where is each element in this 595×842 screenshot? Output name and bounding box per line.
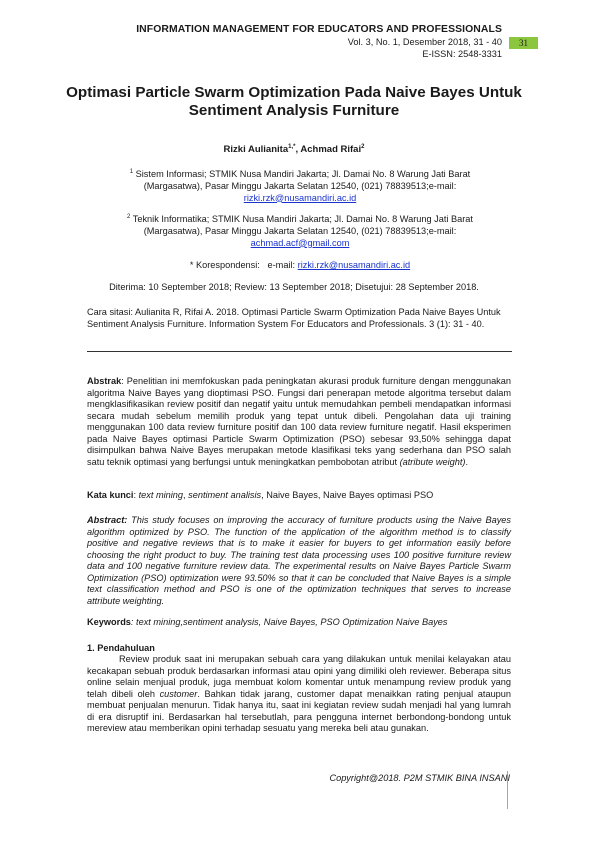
abstrak-paragraph	[87, 376, 511, 468]
section-text: . Bahkan tidak jarang, customer dapat menaikkan rating penjual ataupun membuat penjualan menurun. Tidak hanya itu, saat ini kegiatan review sudah menjadi hal yang lumrah di era disruptif ini. Berdasarkan hal tersebutlah, para pengguna internet berbondong-bondong untuk mereview atau memberikan opini terhadap sesuatu yang mereka beli atau gunakan.	[87, 688, 512, 733]
author-separator: ,	[295, 144, 301, 156]
section-heading: 1. Pendahuluan	[87, 643, 155, 653]
section-paragraph	[87, 654, 511, 735]
divider	[87, 351, 512, 352]
abstract-paragraph	[87, 515, 511, 607]
email-link[interactable]: rizki.rzk@nusamandiri.ac.id	[243, 192, 357, 203]
section-italic-term: customer	[159, 688, 198, 699]
journal-issn: E-ISSN: 2548-3331	[422, 49, 502, 59]
keywords	[87, 617, 511, 629]
kata-kunci-label: Kata kunci	[87, 490, 134, 500]
journal-volume: Vol. 3, No. 1, Desember 2018, 31 - 40	[347, 37, 502, 47]
kata-kunci-term: text mining	[138, 490, 184, 500]
author-superscript: 2	[361, 144, 365, 150]
correspondence-label: * Korespondensi: e-mail:	[189, 260, 298, 270]
correspondence	[100, 260, 500, 270]
affiliation-2	[100, 212, 500, 249]
affiliation-marker: 2	[127, 214, 131, 220]
affiliation-text: Sistem Informasi; STMIK Nusa Mandiri Jakarta; Jl. Damai No. 8 Warung Jati Barat (Margasatwa), Pasar Minggu Jakarta Selatan 12540, (021) 78839513;e-mail:	[135, 169, 471, 191]
keywords-text: : text mining,sentiment analysis, Naive Bayes, PSO Optimization Naive Bayes	[130, 617, 448, 627]
page-number-badge: 31	[509, 37, 538, 49]
kata-kunci-term: sentiment analisis	[188, 490, 262, 500]
paper-title: Optimasi Particle Swarm Optimization Pada Naive Bayes Untuk Sentiment Analysis Furniture	[66, 84, 522, 119]
author-name: Rizki Aulianita	[223, 144, 289, 156]
affiliation-marker: 1	[129, 169, 134, 175]
abstrak-end: .	[465, 456, 469, 467]
keywords-label: Keywords	[87, 617, 131, 627]
abstract-label: Abstract:	[87, 515, 128, 525]
submission-dates: Diterima: 10 September 2018; Review: 13 September 2018; Disetujui: 28 September 2018.	[109, 282, 479, 292]
kata-kunci-sep: ,	[183, 490, 189, 500]
author-list	[60, 144, 528, 155]
kata-kunci-sep: :	[133, 490, 139, 500]
abstract-text: This study focuses on improving the accuracy of furniture products using the Naive Bayes algorithm optimized by PSO. The function of the application of the algorithm method is to classify positive and negative reviews that is to make it easier for buyers to get information easily before choosing the right product to buy. The training test data processing uses 100 positive furniture review data and 100 negative furniture review data. The experimental results on Naive Bayes Particle Swarm Optimization (PSO) optimization were 93.50% so that it can be concluded that Naive Bayes is a simple text classification method and PSO is one of the optimization techniques that serves to increase attribute weighting.	[87, 515, 511, 606]
affiliation-1	[100, 167, 500, 204]
abstrak-text: : Penelitian ini memfokuskan pada peningkatan akurasi produk furniture dengan menggunakan algoritma Naive Bayes yang dioptimasi PSO. Fungsi dari penerapan metode algoritma tersebut dalam mengklasifikasikan review positif dan negatif yaitu untuk memudahkan pembeli mendapatkan informasi secara mudah sebelum memilih produk yang tepat untuk dibeli. Pengolahan data uji training menggunakan 100 data review furniture positif dan 100 data review furniture negatif. Hasil eksperimen pada Naive Bayes optimasi Particle Swarm Optimization (PSO) sebesar 93,50% sehingga dapat disimpulkan bahwa Naive Bayes merupakan metode klasifikasi teks yang sederhana dan PSO salah satu teknik optimasi yang berfungsi untuk meningkatkan pembobotan atribut	[87, 376, 511, 467]
section-text: Review produk saat ini merupakan sebuah cara yang dilakukan untuk menilai kelayakan atau kecakapan sebuah produk berdasarkan informasi atau opini yang dimiliki oleh reviewer. Beberapa situs online selain menjual produk, juga membuat kolom komentar untuk menampung review produk yang telah dibeli oleh	[87, 654, 511, 699]
abstrak-italic-term: (atribute weight)	[399, 456, 466, 467]
author-name: Achmad Rifai	[300, 144, 362, 156]
email-link[interactable]: achmad.acf@gmail.com	[250, 237, 350, 248]
journal-name: INFORMATION MANAGEMENT FOR EDUCATORS AND PROFESSIONALS	[136, 24, 502, 35]
kata-kunci-rest: , Naive Bayes, Naive Bayes optimasi PSO	[261, 490, 434, 500]
email-link[interactable]: rizki.rzk@nusamandiri.ac.id	[297, 260, 411, 270]
citation: Cara sitasi: Aulianita R, Rifai A. 2018. Optimasi Particle Swarm Optimization Pada Naive Bayes Untuk Sentiment Analysis Furniture. Information System For Educators and Professionals. 3 (1): 31 - 40.	[87, 307, 501, 329]
affiliation-text: Teknik Informatika; STMIK Nusa Mandiri Jakarta; Jl. Damai No. 8 Warung Jati Barat (Margasatwa), Pasar Minggu Jakarta Selatan 12540, (021) 78839513;e-mail:	[132, 214, 473, 236]
kata-kunci	[87, 490, 511, 502]
footer-copyright: Copyright@2018. P2M STMIK BINA INSANI	[329, 773, 510, 783]
abstrak-label: Abstrak	[87, 376, 122, 386]
author-superscript: 1,*	[288, 144, 296, 150]
